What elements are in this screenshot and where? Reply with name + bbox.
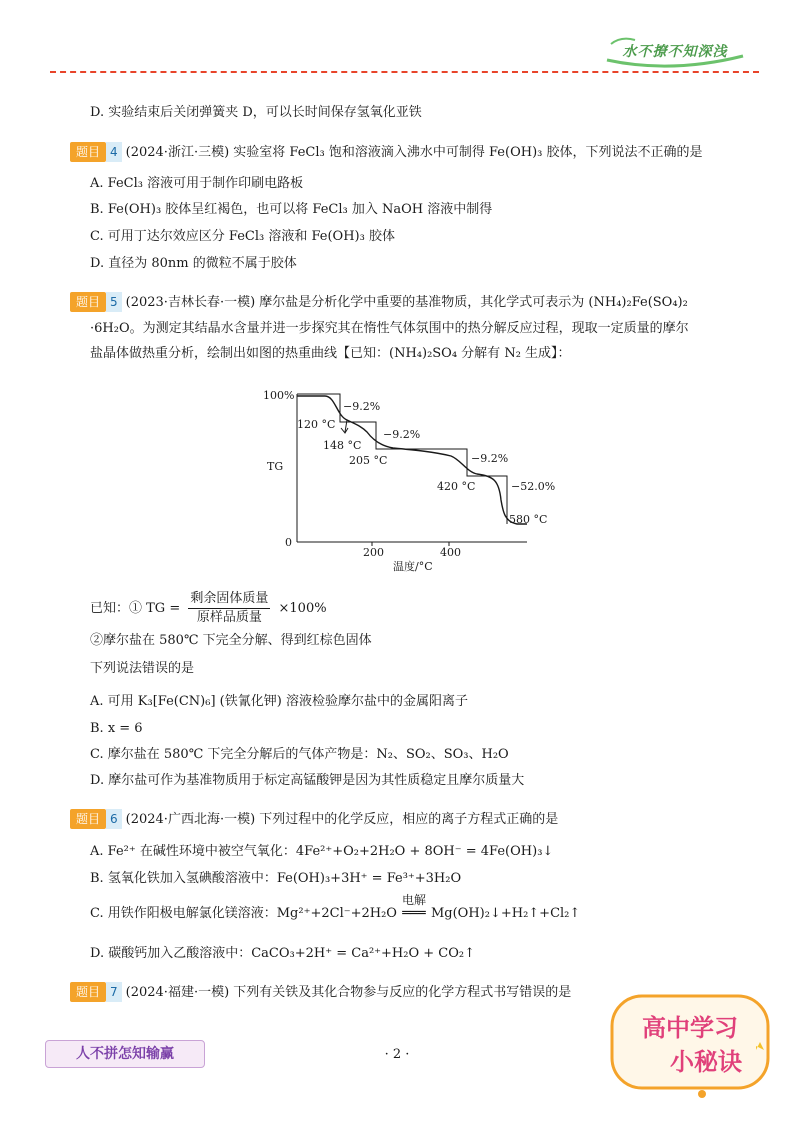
study-logo: [606, 990, 774, 1102]
page-number: · 2 ·: [384, 1047, 410, 1062]
question-number: 5: [106, 292, 122, 312]
q5-stem-line: [70, 292, 688, 312]
q5-option-a: A. 可用 K₃[Fe(CN)₆] (铁氰化钾) 溶液检验摩尔盐中的金属阳离子: [90, 694, 468, 709]
q4-option-c: C. 可用丁达尔效应区分 FeCl₃ 溶液和 Fe(OH)₃ 胶体: [90, 229, 395, 244]
x-axis-label: 温度/°C: [393, 560, 433, 573]
q5-stem-1: (2023·吉林长春·一模) 摩尔盐是分析化学中重要的基准物质，其化学式可表示为 (NH₄)₂Fe(SO₄)₂: [125, 295, 688, 310]
x-tick-label-400: 400: [440, 546, 461, 559]
arrow-head-148: [341, 428, 348, 433]
q5-question: 下列说法错误的是: [90, 661, 195, 676]
question-number: 4: [106, 142, 122, 162]
q6-stem-line: [70, 809, 558, 829]
y-zero-label: 0: [285, 536, 292, 549]
known-1: [90, 590, 327, 627]
q6-c-post: Mg(OH)₂↓+H₂↑+Cl₂↑: [430, 906, 581, 921]
q6-option-b: B. 氢氧化铁加入氢碘酸溶液中：Fe(OH)₃+3H⁺ = Fe³⁺+3H₂O: [90, 871, 462, 886]
q4-option-a: A. FeCl₃ 溶液可用于制作印刷电路板: [90, 176, 304, 191]
header-divider: [50, 71, 759, 73]
temp-label-148: 148 °C: [323, 439, 362, 452]
q6-stem: (2024·广西北海·一模) 下列过程中的化学反应，相应的离子方程式正确的是: [125, 812, 559, 827]
question-tag: 题目: [70, 982, 106, 1002]
logo-line-1: 高中学习: [642, 1014, 738, 1042]
q3-option-d: D. 实验结束后关闭弹簧夹 D，可以长时间保存氢氧化亚铁: [90, 105, 422, 120]
q5-option-d: D. 摩尔盐可作为基准物质用于标定高锰酸钾是因为其性质稳定且摩尔质量大: [90, 773, 525, 788]
q4-stem-line: [70, 142, 702, 162]
step-label-1: −9.2%: [343, 400, 381, 413]
temp-label-580: 580 °C: [509, 513, 548, 526]
q4-option-b: B. Fe(OH)₃ 胶体呈红褐色，也可以将 FeCl₃ 加入 NaOH 溶液中制得: [90, 202, 493, 217]
q5-stem-3: 盐晶体做热重分析，绘制出如图的热重曲线【已知：(NH₄)₂SO₄ 分解有 N₂ 生成】：: [90, 346, 571, 361]
q6-option-d: D. 碳酸钙加入乙酸溶液中：CaCO₃+2H⁺ = Ca²⁺+H₂O + CO₂↑: [90, 946, 475, 961]
q5-option-b: B. x = 6: [90, 721, 143, 736]
question-tag: 题目: [70, 292, 106, 312]
logo-line-2: 小秘诀: [670, 1048, 742, 1076]
q6-option-a: A. Fe²⁺ 在碱性环境中被空气氧化：4Fe²⁺+O₂+2H₂O + 8OH⁻ = 4Fe(OH)₃↓: [90, 844, 554, 859]
q7-stem: (2024·福建·一模) 下列有关铁及其化合物参与反应的化学方程式书写错误的是: [125, 985, 572, 1000]
q5-option-c: C. 摩尔盐在 580℃ 下完全分解后的气体产物是：N₂、SO₂、SO₃、H₂O: [90, 747, 509, 762]
known-2: ②摩尔盐在 580℃ 下完全分解、得到红棕色固体: [90, 633, 372, 648]
q7-stem-line: [70, 982, 571, 1002]
question-number: 7: [106, 982, 122, 1002]
q6-option-c: [90, 893, 581, 923]
electrolysis-sign: 电解 ═══: [397, 905, 431, 923]
y-top-label: 100%: [263, 389, 295, 402]
q6-c-pre: C. 用铁作阳极电解氯化镁溶液：Mg²⁺+2Cl⁻+2H₂O: [90, 906, 397, 921]
fraction-numerator: 剩余固体质量: [188, 590, 270, 609]
step-label-2: −9.2%: [383, 428, 421, 441]
tg-fraction: [188, 590, 270, 627]
badge-text: 水不撩不知深浅: [622, 44, 728, 60]
question-tag: 题目: [70, 809, 106, 829]
question-number: 6: [106, 809, 122, 829]
temp-label-120: 120 °C: [297, 418, 336, 431]
fraction-denominator: 原样品质量: [196, 610, 262, 625]
tg-chart: [255, 382, 575, 574]
q4-stem: (2024·浙江·三模) 实验室将 FeCl₃ 饱和溶液滴入沸水中可制得 Fe(OH)₃ 胶体，下列说法不正确的是: [125, 145, 703, 160]
electrolysis-condition: 电解: [401, 893, 426, 907]
known-1-suffix: ×100%: [278, 601, 327, 616]
header-badge: [601, 34, 749, 68]
y-axis-label: TG: [267, 460, 284, 473]
step-label-4: −52.0%: [511, 480, 556, 493]
known-1-prefix: 已知：① TG =: [90, 601, 181, 616]
temp-label-205: 205 °C: [349, 454, 388, 467]
x-tick-label-200: 200: [363, 546, 384, 559]
step-label-3: −9.2%: [471, 452, 509, 465]
question-tag: 题目: [70, 142, 106, 162]
q4-option-d: D. 直径为 80nm 的微粒不属于胶体: [90, 256, 297, 271]
q5-stem-2: ·6H₂O。为测定其结晶水含量并进一步探究其在惰性气体氛围中的热分解反应过程，现取一定质量的摩尔: [90, 321, 689, 336]
temp-label-420: 420 °C: [437, 480, 476, 493]
footer-motto: 人不拼怎知输赢: [45, 1040, 205, 1068]
